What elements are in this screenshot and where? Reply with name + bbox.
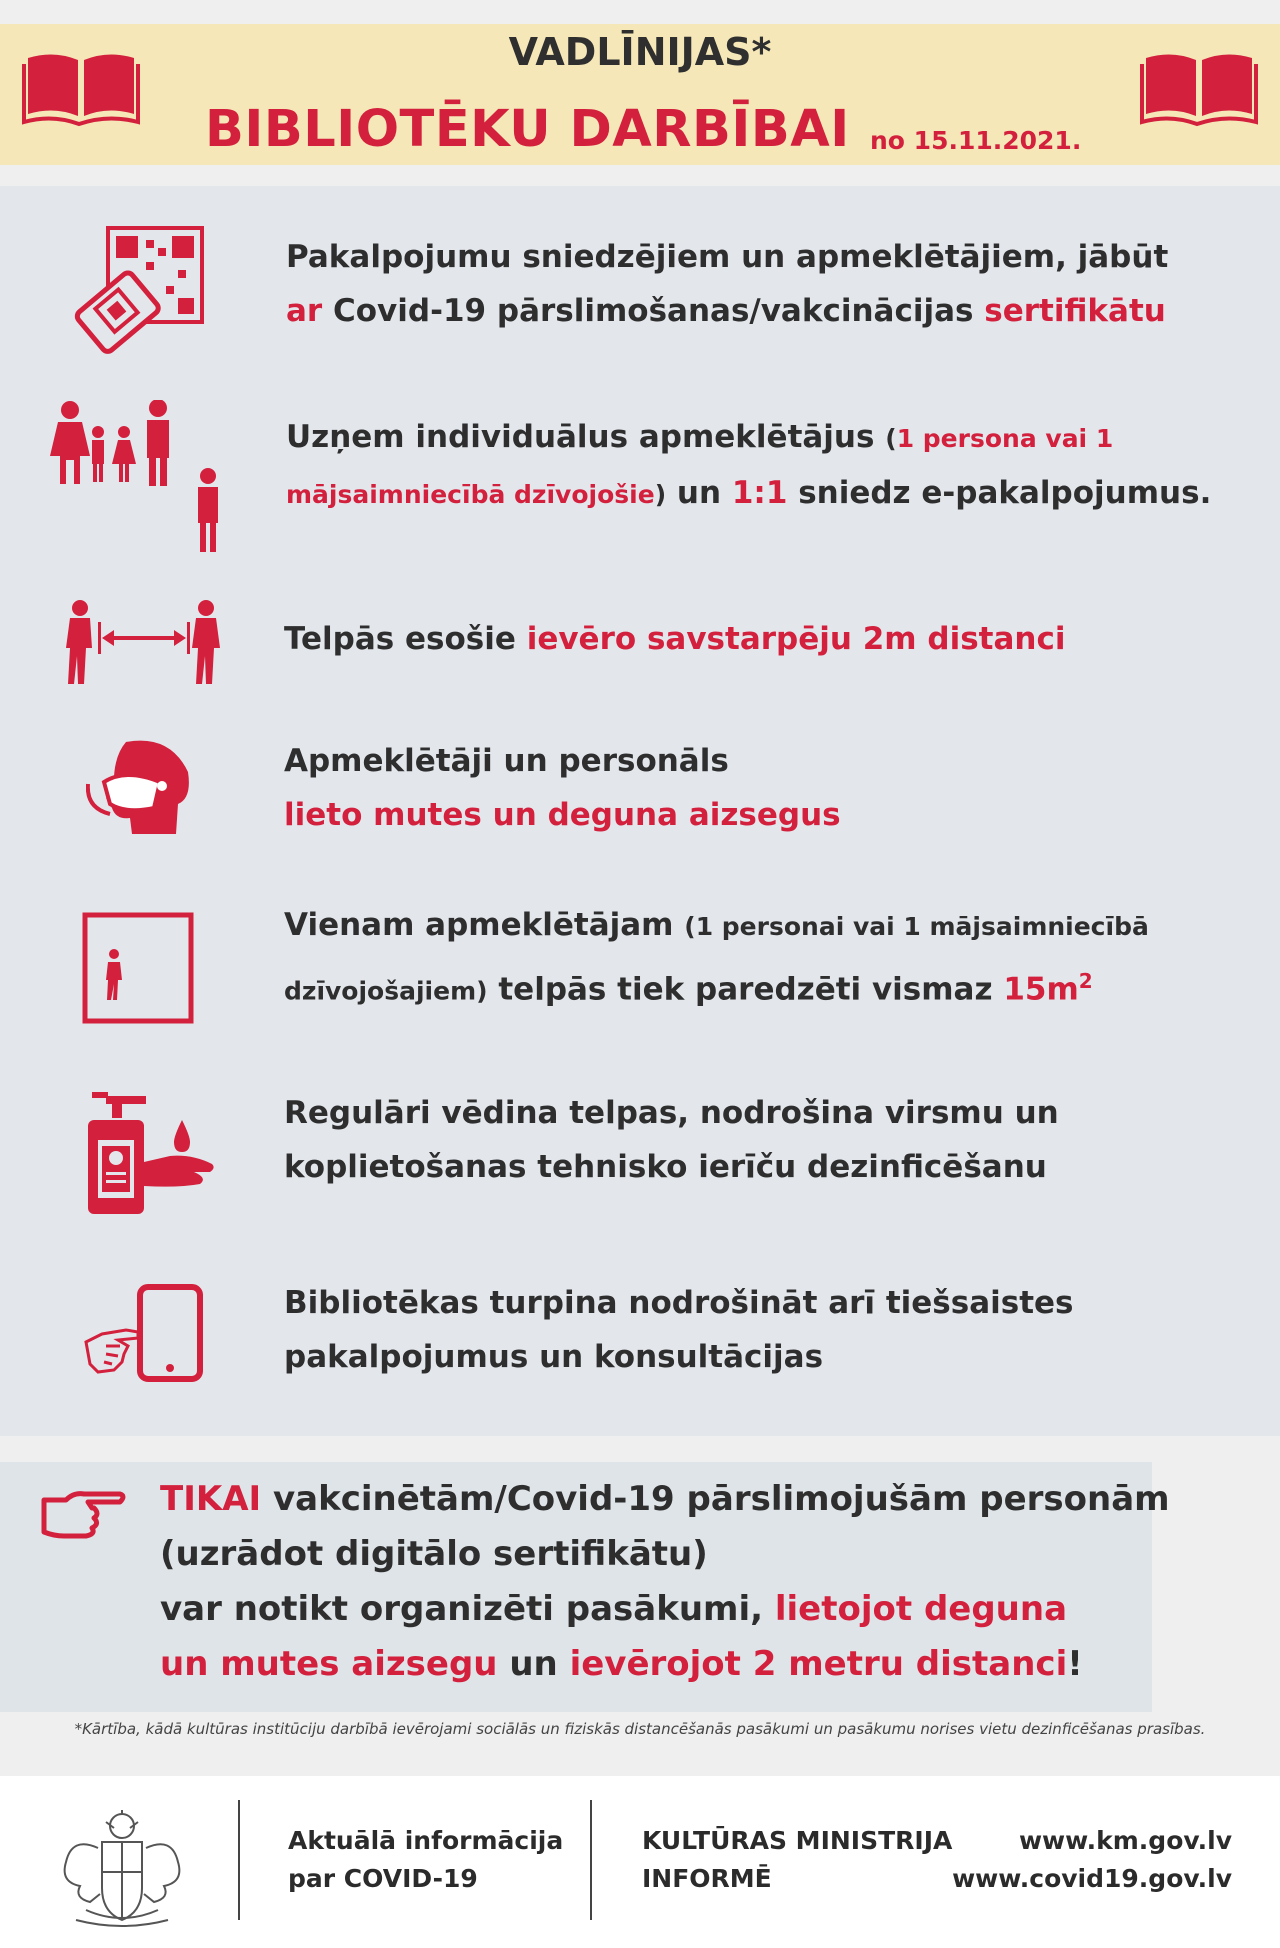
footer [0,1776,1280,1948]
footer-divider [238,1800,240,1920]
person-in-room-icon [82,912,194,1024]
guideline-item [0,226,1280,356]
hand-sanitizer-icon [82,1092,220,1218]
ministry-label: KULTŪRAS MINISTRIJA INFORMĒ [642,1826,953,1893]
guideline-text: Pakalpojumu sniedzējiem un apmeklētājiem, jābūt ar Covid-19 pārslimošanas/vakcinācijas sertifikātu [286,239,1169,329]
guidelines-panel [0,186,1280,1436]
distance-people-icon [64,600,224,686]
guideline-text: Vienam apmeklētājam (1 personai vai 1 mājsaimniecībā dzīvojošajiem) telpās tiek paredzēti vismaz $15m^2$ [284,907,1149,1008]
guideline-item [0,1284,1280,1384]
covid-info-label: Aktuālā informācija par COVID-19 [288,1826,564,1893]
guideline-item [0,400,1280,560]
guideline-text: Uzņem individuālus apmeklētājus (1 persona vai 1 mājsaimniecībā dzīvojošie) un 1:1 sniedz e-pakalpojumus. [286,419,1212,511]
covid19-website-link[interactable]: www.covid19.gov.lv [952,1864,1232,1893]
guideline-text: Regulāri vēdina telpas, nodrošina virsmu un koplietošanas tehnisko ierīču dezinficēšanu [284,1095,1059,1185]
events-notice [0,1462,1170,1712]
guideline-item [0,907,1280,1028]
guideline-item [0,600,1280,686]
libraries-title: BIBLIOTĒKU DARBĪBAI [205,100,850,159]
guideline-item [0,1092,1280,1218]
effective-date: no 15.11.2021. [870,126,1082,155]
footer-divider [590,1800,592,1920]
coat-of-arms-icon [46,1802,198,1932]
footnote: *Kārtība, kādā kultūras institūciju darbībā ievērojami sociālās un fiziskās distancēšanās pasākumi un pasākumu norises vietu dezinficēšanas prasības. [74,1720,1206,1738]
notice-text: TIKAI vakcinētām/Covid-19 pārslimojušām personām (uzrādot digitālo sertifikātu) var notikt organizēti pasākumi, lietojot deguna un mutes aizsegu un ievērojot 2 metru distanci! [160,1479,1170,1684]
face-mask-icon [86,738,196,838]
guideline-text: Bibliotēkas turpina nodrošināt arī tiešsaistes pakalpojumus un konsultācijas [284,1285,1074,1375]
guideline-text: Apmeklētāji un personāls lieto mutes un deguna aizsegus [284,743,841,833]
family-individual-icon [50,400,226,560]
guidelines-title: VADLĪNIJAS* [508,30,772,74]
guideline-item [0,738,1280,838]
guideline-text: Telpās esošie ievēro savstarpēju 2m distanci [284,621,1066,657]
phone-touch-icon [82,1284,208,1382]
website-links [952,1822,1232,1898]
km-website-link[interactable]: www.km.gov.lv [1018,1826,1232,1855]
header-banner [0,24,1280,165]
pointing-hand-icon [40,1486,126,1542]
open-book-icon [1140,50,1258,130]
qr-code-certificate-icon [66,226,206,356]
